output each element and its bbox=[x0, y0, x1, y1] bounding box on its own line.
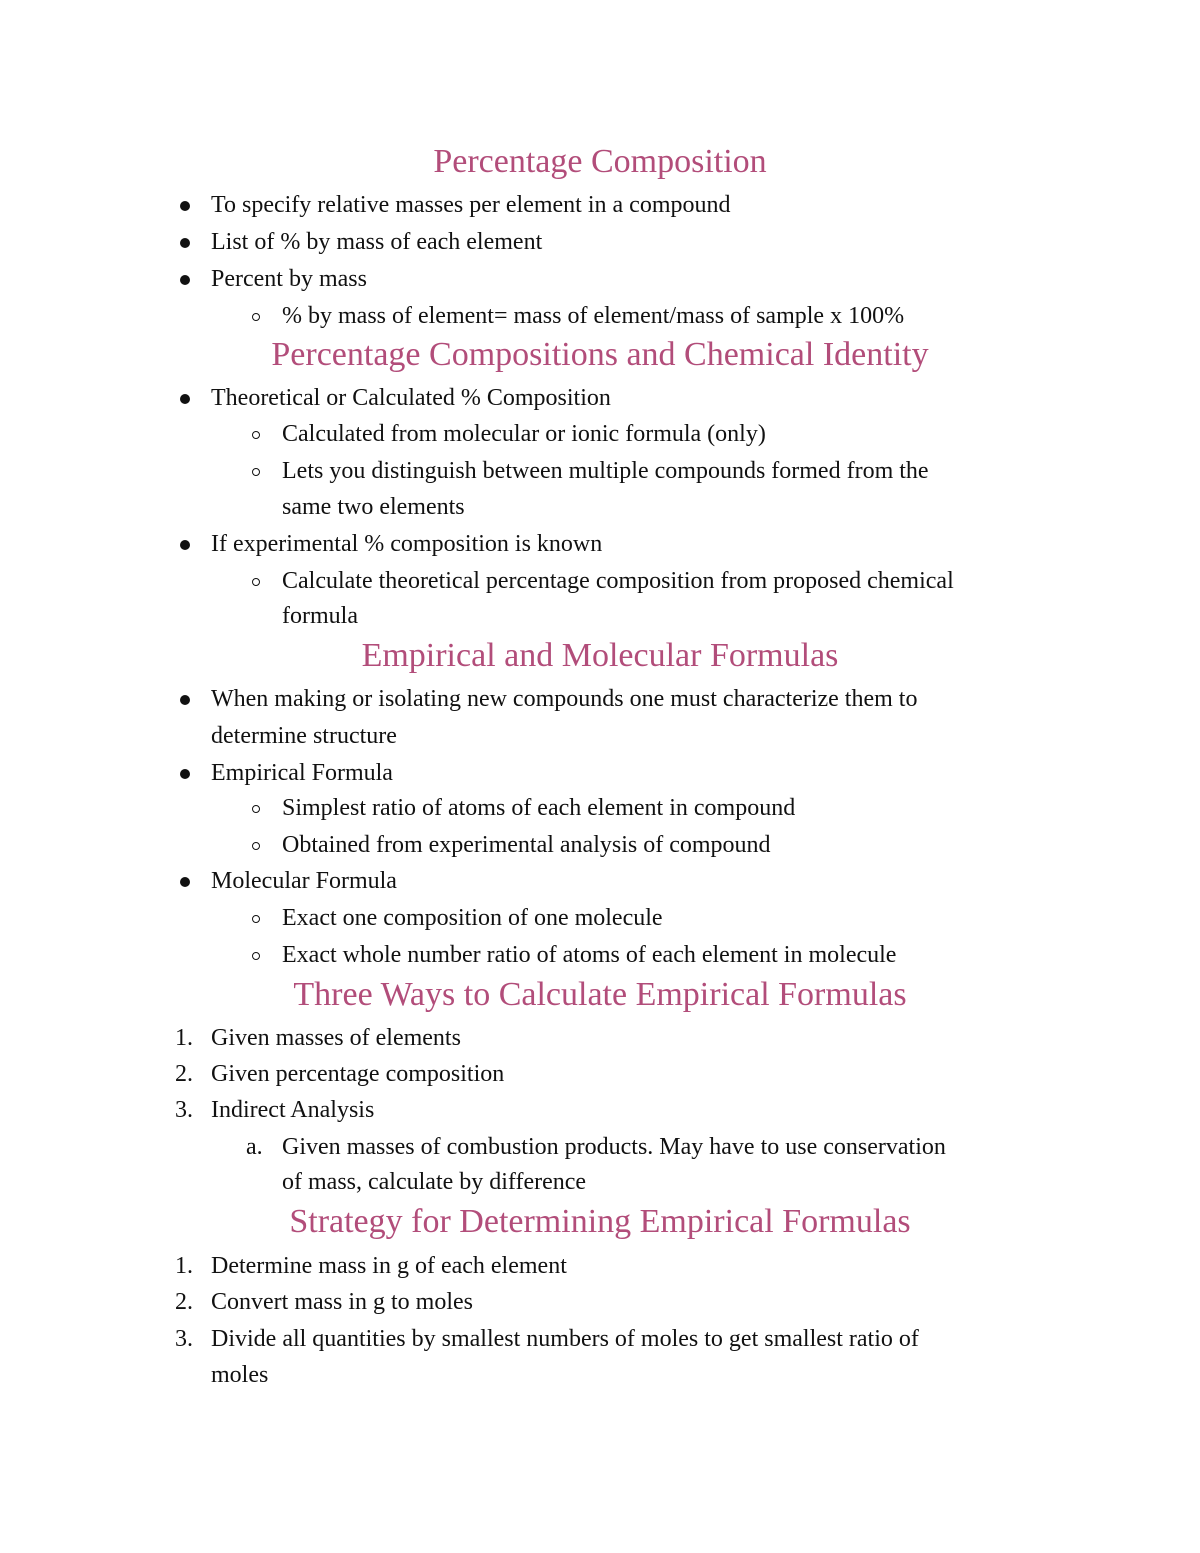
list-item: List of % by mass of each element bbox=[211, 229, 543, 255]
list-item: Simplest ratio of atoms of each element in compound bbox=[282, 795, 796, 821]
list-item-continuation: determine structure bbox=[211, 723, 397, 749]
list-item: When making or isolating new compounds one must characterize them to bbox=[211, 686, 918, 712]
list-item: Lets you distinguish between multiple compounds formed from the bbox=[282, 458, 929, 484]
bullet-icon bbox=[180, 877, 190, 887]
bullet-icon bbox=[180, 275, 190, 285]
list-item-continuation: of mass, calculate by difference bbox=[282, 1169, 587, 1195]
bullet-icon bbox=[180, 394, 190, 404]
sub-bullet-icon bbox=[252, 468, 260, 476]
list-letter: a. bbox=[246, 1134, 263, 1160]
bullet-icon bbox=[180, 769, 190, 779]
bullet-icon bbox=[180, 540, 190, 550]
sub-bullet-icon bbox=[252, 578, 260, 586]
list-item: % by mass of element= mass of element/mass of sample x 100% bbox=[282, 303, 905, 329]
list-number: 3. bbox=[175, 1326, 193, 1352]
list-item: Exact whole number ratio of atoms of each element in molecule bbox=[282, 942, 897, 968]
section-heading-compositions-identity: Percentage Compositions and Chemical Identity bbox=[271, 336, 929, 373]
sub-bullet-icon bbox=[252, 431, 260, 439]
list-item: Divide all quantities by smallest numbers of moles to get smallest ratio of bbox=[211, 1326, 919, 1352]
list-number: 1. bbox=[175, 1025, 193, 1051]
list-item: Exact one composition of one molecule bbox=[282, 905, 663, 931]
section-heading-empirical-molecular: Empirical and Molecular Formulas bbox=[361, 637, 839, 674]
list-item: Obtained from experimental analysis of compound bbox=[282, 832, 771, 858]
bullet-icon bbox=[180, 201, 190, 211]
section-heading-three-ways: Three Ways to Calculate Empirical Formulas bbox=[293, 976, 907, 1013]
sub-bullet-icon bbox=[252, 915, 260, 923]
list-number: 1. bbox=[175, 1253, 193, 1279]
list-item: Calculated from molecular or ionic formula (only) bbox=[282, 421, 766, 447]
sub-bullet-icon bbox=[252, 952, 260, 960]
bullet-icon bbox=[180, 238, 190, 248]
sub-bullet-icon bbox=[252, 842, 260, 850]
list-number: 2. bbox=[175, 1061, 193, 1087]
sub-bullet-icon bbox=[252, 313, 260, 321]
list-item: Given masses of elements bbox=[211, 1025, 461, 1051]
section-heading-strategy: Strategy for Determining Empirical Formulas bbox=[289, 1203, 911, 1240]
list-item-continuation: moles bbox=[211, 1362, 269, 1388]
list-item: Determine mass in g of each element bbox=[211, 1253, 567, 1279]
list-item: Theoretical or Calculated % Composition bbox=[211, 385, 611, 411]
list-item-continuation: formula bbox=[282, 603, 358, 629]
bullet-icon bbox=[180, 695, 190, 705]
list-item: Given masses of combustion products. May have to use conservation bbox=[282, 1134, 946, 1160]
list-item: Given percentage composition bbox=[211, 1061, 505, 1087]
list-item: Empirical Formula bbox=[211, 760, 393, 786]
list-item: If experimental % composition is known bbox=[211, 531, 603, 557]
list-item-continuation: same two elements bbox=[282, 494, 465, 520]
list-item: Molecular Formula bbox=[211, 868, 397, 894]
list-item: Calculate theoretical percentage composition from proposed chemical bbox=[282, 568, 954, 594]
list-item: Indirect Analysis bbox=[211, 1097, 375, 1123]
list-item: To specify relative masses per element in a compound bbox=[211, 192, 731, 218]
section-heading-percentage-composition: Percentage Composition bbox=[433, 143, 767, 180]
sub-bullet-icon bbox=[252, 805, 260, 813]
list-number: 3. bbox=[175, 1097, 193, 1123]
list-item: Percent by mass bbox=[211, 266, 367, 292]
list-number: 2. bbox=[175, 1289, 193, 1315]
list-item: Convert mass in g to moles bbox=[211, 1289, 473, 1315]
